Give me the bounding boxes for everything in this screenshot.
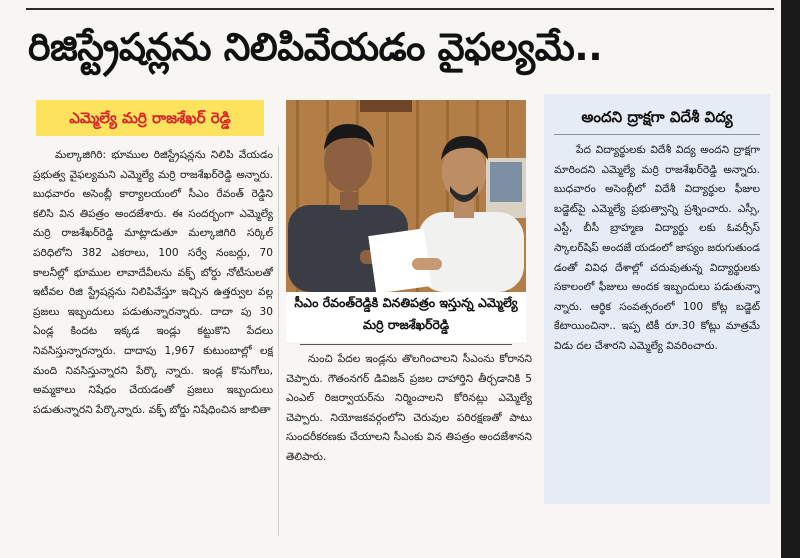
article-column-mid bbox=[286, 350, 532, 535]
sidebar-text: పేద విద్యార్థులకు విదేశీ విద్య అందని ద్రాక్షగా మారిందని ఎమ్మెల్యే మర్రి రాజశేఖర్‌రెడ్డి అన్నారు. బుధవారం అసెంబ్లీలో విదేశీ విద్యార్థుల ఫీజుల బడ్జెట్‌పై ఎమ్మెల్యే ప్రభుత్వాన్ని ప్రశ్నించారు. ఎస్సీ, ఎస్టీ, బీసీ బ్రాహ్మణ విద్యార్థు లకు ఓవర్సీస్ స్కాలర్‌షిప్ అందజే యడంలో జాప్యం జరుగుతుండ డంతో వివిధ దేశాల్లో చదువుతున్న విద్యార్థులకు సకాలంలో ఫీజులు అందక ఇబ్బందులు పడుతున్నా న్నారు. ఆర్థిక సంవత్సరంలో 100 కోట్ల బడ్జెట్ కేటాయించినా.. ఇప్ప టికీ రూ.30 కోట్లు మాత్రమే విడు దల చేశారని ఎమ్మెల్యే వివరించారు. bbox=[554, 144, 760, 352]
caption-rule bbox=[300, 344, 512, 345]
sidebar-rule bbox=[554, 134, 760, 135]
subhead-byline: ఎమ్మెల్యే మర్రి రాజశేఖర్ రెడ్డి bbox=[36, 100, 264, 136]
article-column-left bbox=[33, 146, 273, 536]
top-rule bbox=[26, 8, 774, 10]
photo-caption: సీఎం రేవంత్‌రెడ్డికి వినతిపత్రం ఇస్తున్న ఎమ్మెల్యే మర్రి రాజశేఖర్‌రెడ్డి bbox=[286, 292, 526, 342]
scan-edge bbox=[781, 0, 800, 558]
sidebar-body bbox=[554, 141, 760, 493]
sidebar-title: అందని ద్రాక్షగా విదేశీ విద్య bbox=[581, 108, 733, 126]
news-photo bbox=[286, 100, 526, 292]
headline: రిజిస్ట్రేషన్లను నిలిపివేయడం వైఫల్యమే.. bbox=[28, 25, 603, 69]
sidebar-box bbox=[544, 94, 770, 504]
photo-illustration bbox=[286, 100, 526, 292]
article-text-mid: నుంచి పేదల ఇండ్లను తొలగించాలని సీఎంను కోరానని చెప్పారు. గౌతంనగర్ డివిజన్ ప్రజల దాహార్తిని తీర్చడానికి 5 ఎంఎల్ రిజర్వాయర్‌ను నిర్మించాలని కోరినట్లు ఎమ్మెల్యే చెప్పారు. నియోజకవర్గంలోని చెరువుల పరిరక్షణతో పాటు సుందరీకరణకు చేయాలని సీఎంకు విన తిపత్రం అందజేశానని తెలిపారు. bbox=[286, 353, 532, 463]
article-text-left: మల్కాజిగిరి: భూముల రిజిస్ట్రేషన్లను నిలిపి వేయడం ప్రభుత్వ వైఫల్యమని ఎమ్మెల్యే మర్రి రాజశేఖర్‌రెడ్డి అన్నారు. బుధవారం అసెంబ్లీ కార్యాలయంలో సీఎం రేవంత్ రెడ్డిని కలిసి విన తిపత్రం అందజేశారు. ఈ సందర్భంగా ఎమ్మెల్యే మర్రి రాజశేఖర్‌రెడ్డి మాట్లాడుతూ మల్కాజిగిరి సర్కిల్ పరిధిలోని 382 ఎకరాలు, 100 సర్వే నంబర్లు, 70 కాలనీల్లో భూముల లావాదేవీలను వక్ఫ్ బోర్డు నోటీసులతో ఇటీవల రిజి స్ట్రేషన్లను నిలిపివేస్తూ ఇచ్చిన ఉత్తర్వుల వల్ల ప్రజలు ఇబ్బందులు పడుతున్నారన్నారు. దాదా పు 30 ఏండ్ల కిందట ఇక్కడ ఇండ్లు కట్టుకొని పేదలు నివసిస్తున్నారన్నారు. దాదాపు 1,967 కుటుంబాల్లో లక్ష మంది నివసిస్తున్నారని పేర్కొ న్నారు. ఇండ్ల కొనుగోలు, అమ్మకాలు నిషేధం చేయడంతో ప్రజలు ఇబ్బందులు పడుతున్నారని పేర్కొన్నారు. వక్ఫ్ బోర్డు నిషేధించిన జాబితా bbox=[33, 149, 273, 416]
column-divider bbox=[278, 146, 279, 536]
